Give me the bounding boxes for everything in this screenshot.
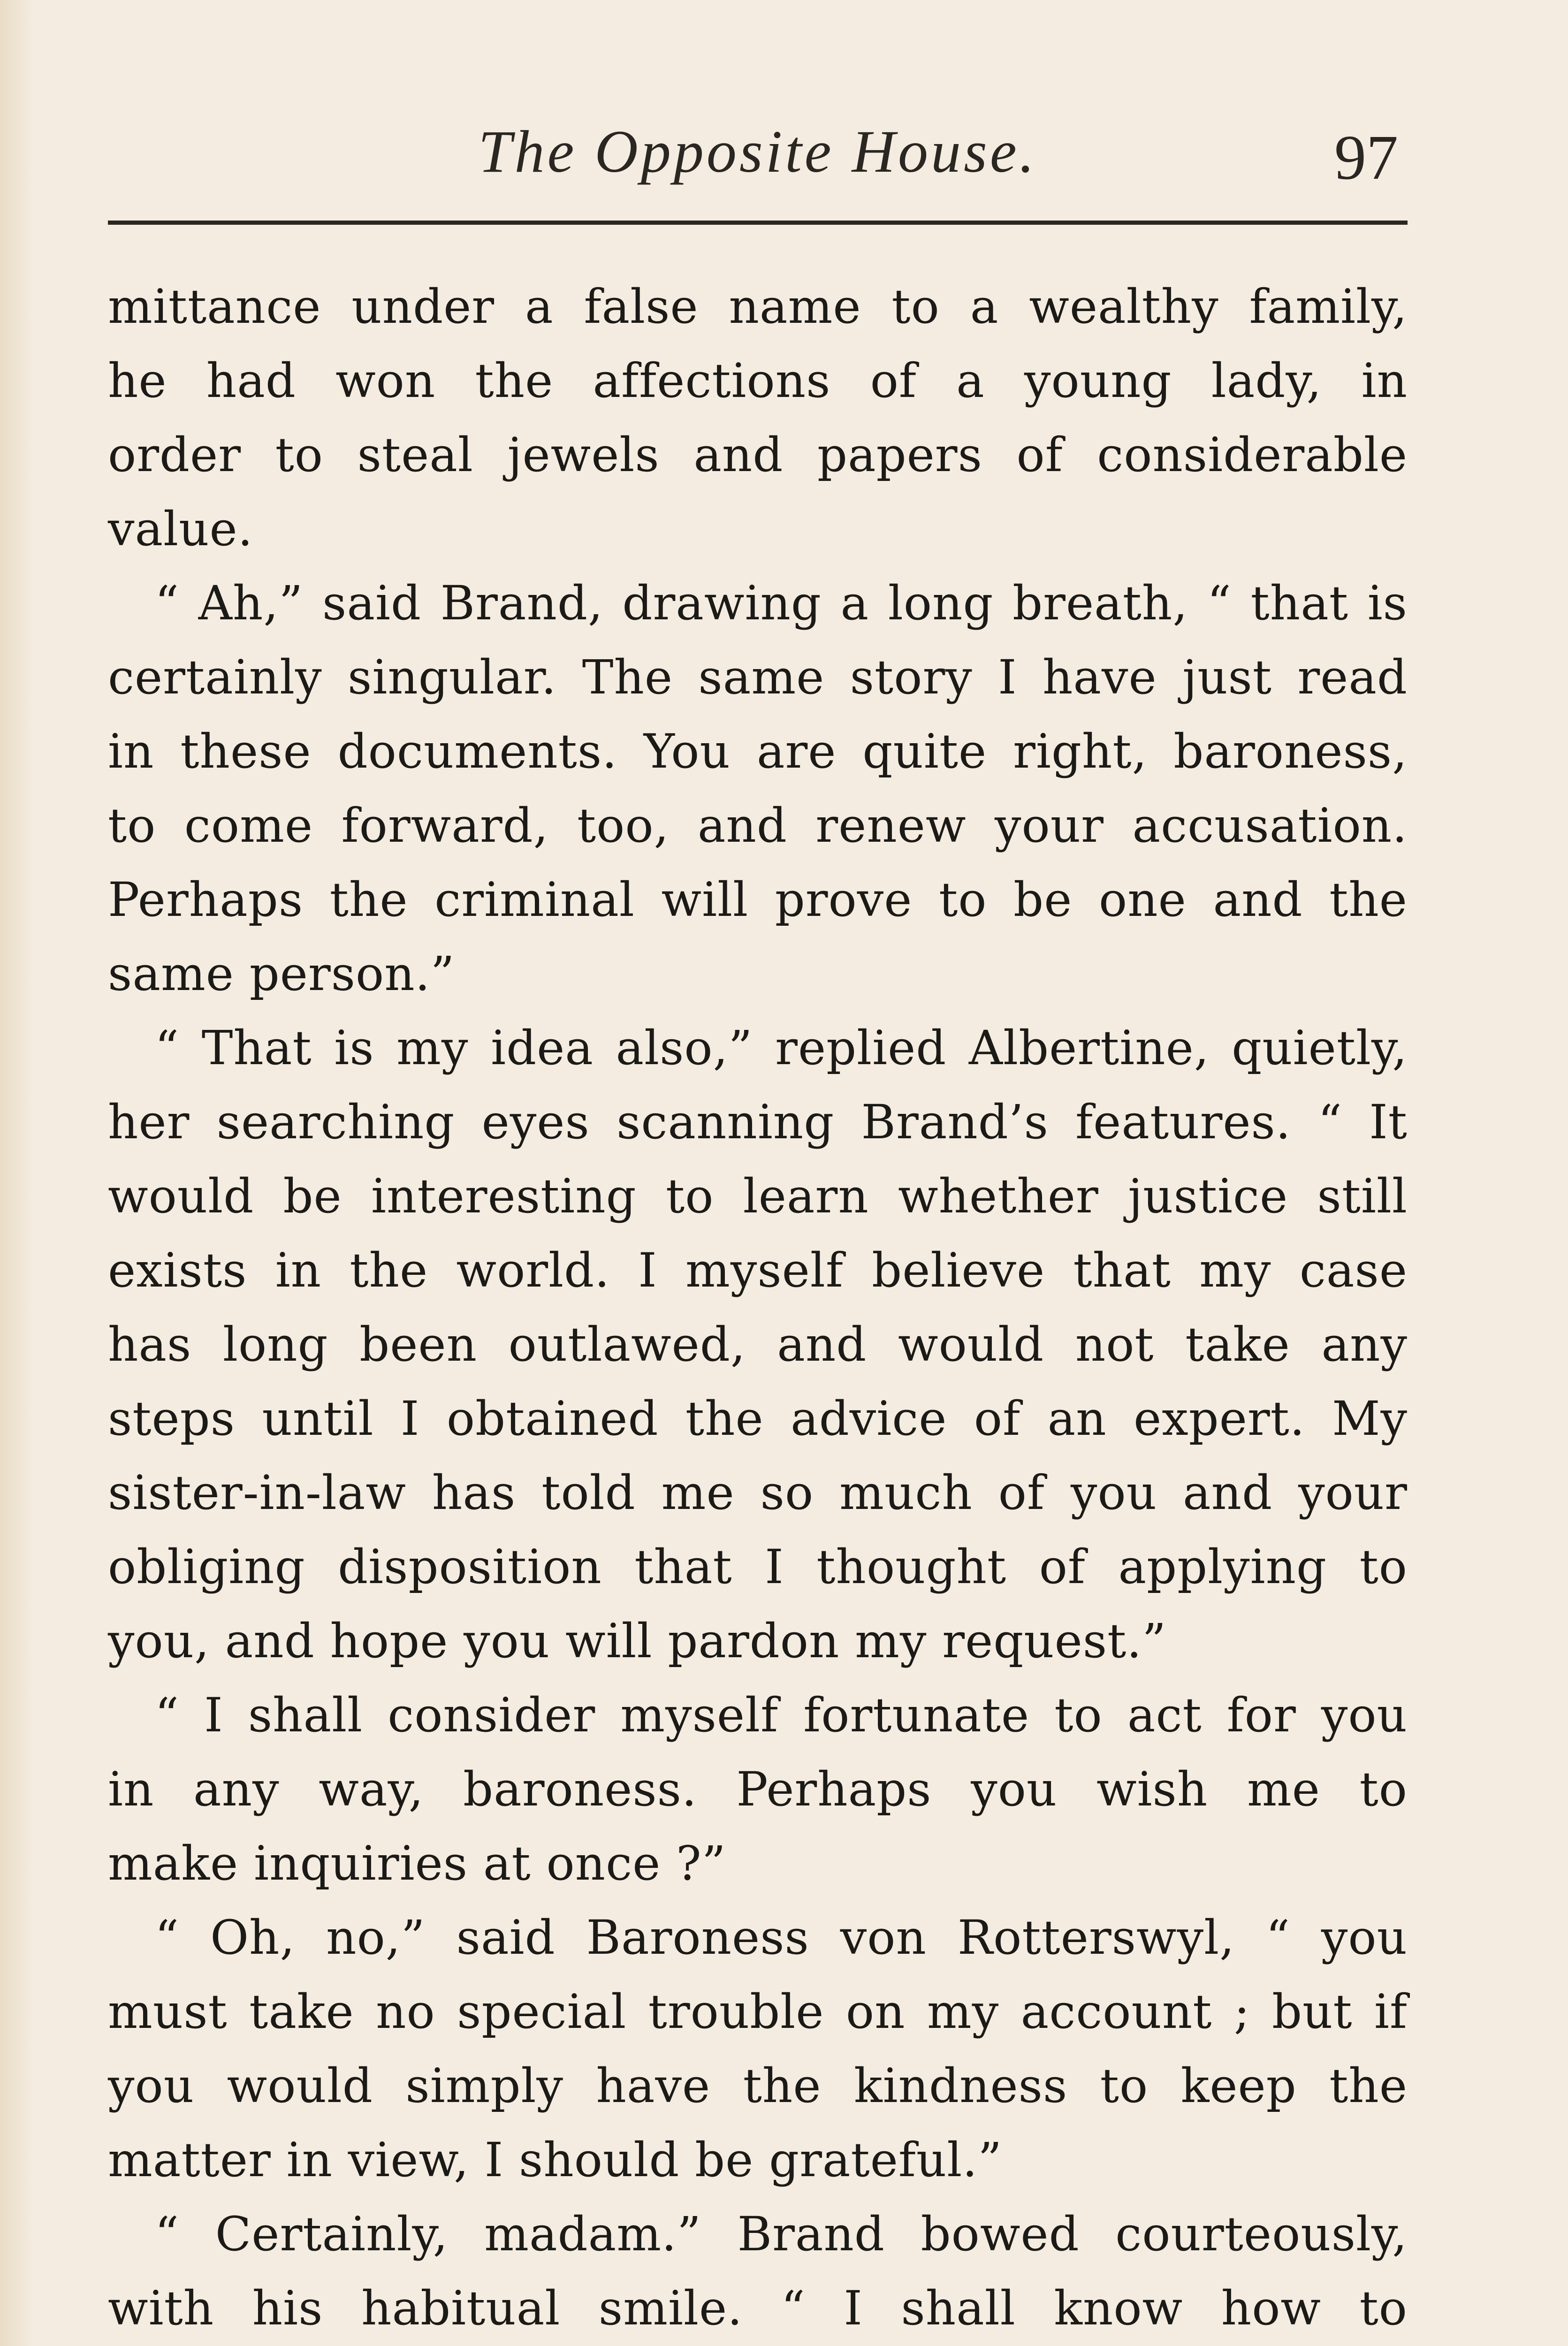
text-line: matter in view, I should be grateful.”	[108, 2133, 1003, 2187]
text-line: “ Oh, no,” said Baroness von Rotterswyl, “ you	[155, 1910, 1408, 1965]
text-line: to come forward, too, and renew your accusation.	[108, 798, 1408, 853]
text-line: “ That is my idea also,” replied Albertine, quietly,	[155, 1021, 1408, 1075]
text-line: exists in the world. I myself believe that my case	[108, 1243, 1408, 1298]
text-line: you would simply have the kindness to keep the	[108, 2058, 1408, 2113]
text-line: obliging disposition that I thought of applying to	[108, 1539, 1408, 1594]
body-text	[108, 270, 1408, 2346]
header-rule	[108, 221, 1408, 225]
text-line: value.	[108, 502, 253, 556]
page-header	[108, 113, 1408, 202]
text-line: make inquiries at once ?”	[108, 1836, 726, 1891]
text-line: “ Ah,” said Brand, drawing a long breath, “ that is	[155, 576, 1408, 631]
text-line: her searching eyes scanning Brand’s features. “ It	[108, 1095, 1408, 1150]
text-line: “ Certainly, madam.” Brand bowed courteously,	[155, 2207, 1408, 2262]
text-line: steps until I obtained the advice of an expert. My	[108, 1391, 1408, 1446]
text-line: has long been outlawed, and would not take any	[108, 1317, 1408, 1372]
running-title: The Opposite House.	[478, 118, 1037, 185]
page-edge-shadow	[0, 0, 33, 2346]
text-line: mittance under a false name to a wealthy family,	[108, 279, 1408, 334]
text-line: same person.”	[108, 946, 455, 1001]
text-line: he had won the affections of a young lady, in	[108, 353, 1408, 408]
text-line: certainly singular. The same story I have just read	[108, 650, 1408, 705]
text-line: “ I shall consider myself fortunate to act for you	[155, 1688, 1408, 1743]
text-line: Perhaps the criminal will prove to be one and the	[108, 872, 1408, 927]
text-line: must take no special trouble on my account ; but if	[108, 1984, 1408, 2039]
text-line: you, and hope you will pardon my request.”	[108, 1614, 1167, 1668]
text-line: with his habitual smile. “ I shall know how to	[108, 2281, 1408, 2336]
text-line: in these documents. You are quite right, baroness,	[108, 724, 1408, 779]
text-line: in any way, baroness. Perhaps you wish me to	[108, 1762, 1408, 1817]
text-line: order to steal jewels and papers of considerable	[108, 427, 1408, 482]
text-line: sister-in-law has told me so much of you and your	[108, 1465, 1408, 1520]
text-line: would be interesting to learn whether justice still	[108, 1169, 1408, 1224]
page-number: 97	[1334, 122, 1398, 193]
